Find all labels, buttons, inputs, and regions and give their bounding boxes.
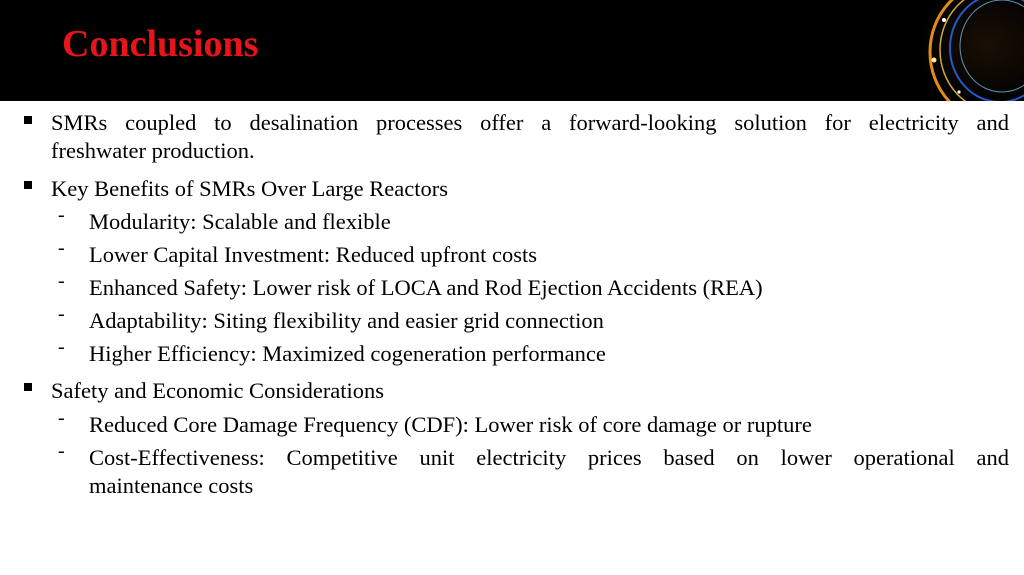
bullet-text: freshwater production. (51, 138, 255, 163)
sub-bullet-dash: - (58, 440, 65, 462)
bullet-marker (24, 116, 32, 124)
bullet-text: Key Benefits of SMRs Over Large Reactors (51, 176, 448, 201)
sub-bullet-dash: - (58, 407, 65, 429)
orbital-ring-icon (904, 0, 1024, 101)
bullet-text: Safety and Economic Considerations (51, 378, 385, 403)
bullet-marker (24, 181, 32, 189)
sub-bullet-dash: - (58, 237, 65, 259)
bullet-text: SMRs coupled to desalination processes offer a forward-looking solution for electricity and (51, 110, 1009, 135)
sub-bullet-text: Adaptability: Siting flexibility and easier grid connection (89, 308, 604, 333)
sub-bullet-text: Enhanced Safety: Lower risk of LOCA and Rod Ejection Accidents (REA) (89, 275, 763, 300)
sub-bullet-dash: - (58, 270, 65, 292)
sub-bullet-text: Modularity: Scalable and flexible (89, 209, 391, 234)
sub-bullet-text: Cost-Effectiveness: Competitive unit electricity prices based on lower operational and (89, 445, 1009, 470)
sub-bullet-text: Reduced Core Damage Frequency (CDF): Lower risk of core damage or rupture (89, 412, 812, 437)
sub-bullet-dash: - (58, 336, 65, 358)
sub-bullet-text: Lower Capital Investment: Reduced upfront costs (89, 242, 538, 267)
sub-bullet-dash: - (58, 204, 65, 226)
slide-title: Conclusions (62, 23, 259, 65)
sub-bullet-text: maintenance costs (89, 473, 254, 498)
sub-bullet-dash: - (58, 303, 65, 325)
title-bar (0, 0, 1024, 101)
sub-bullet-text: Higher Efficiency: Maximized cogeneration performance (89, 341, 606, 366)
bullet-marker (24, 383, 32, 391)
